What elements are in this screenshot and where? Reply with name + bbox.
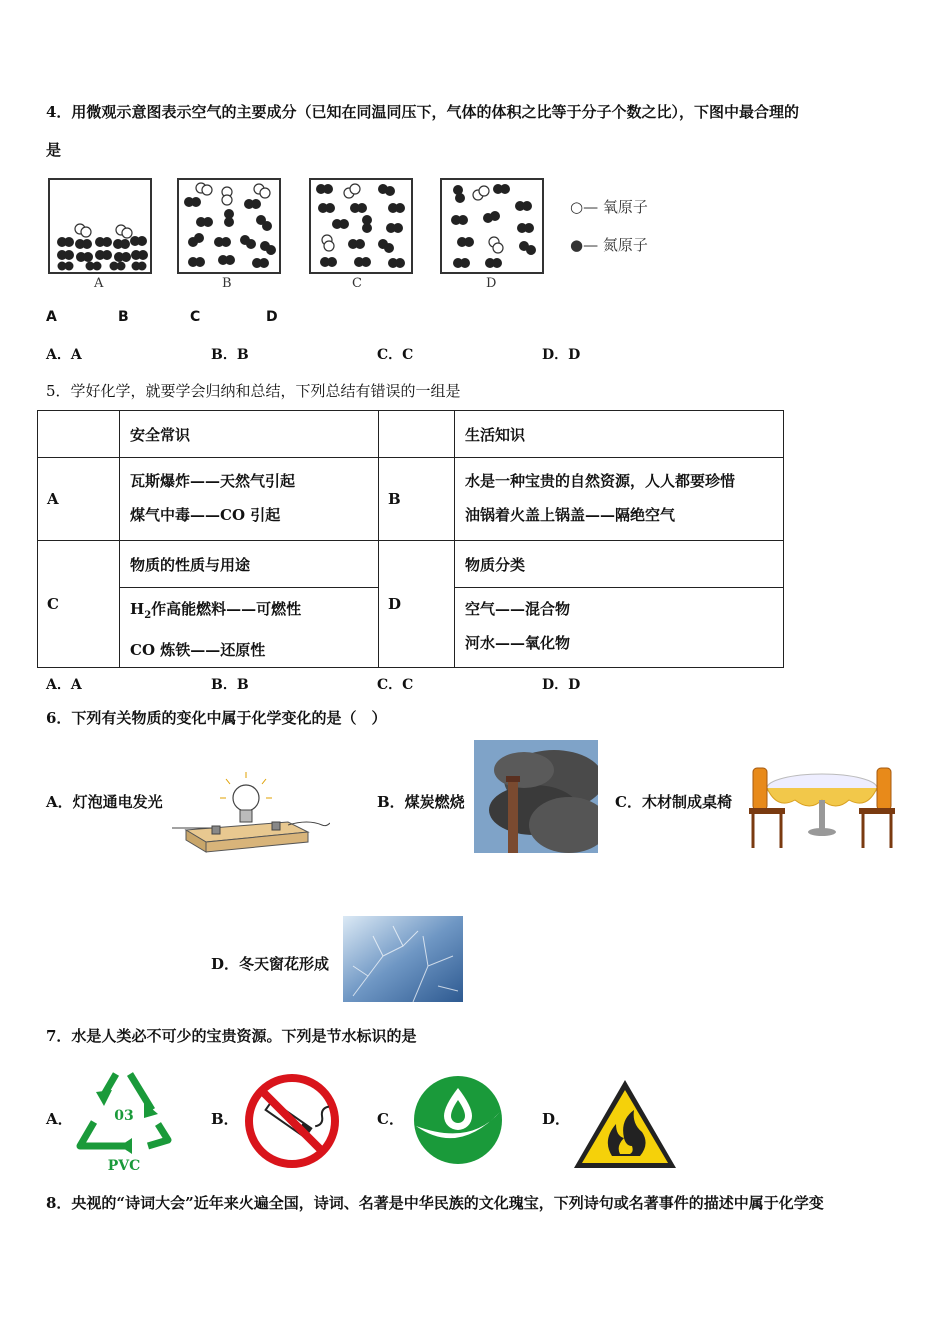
molecule-box-b — [177, 178, 281, 274]
molecule-diagram-d — [442, 180, 542, 272]
row-a-line1: 瓦斯爆炸——天然气引起 — [130, 472, 296, 490]
q6-stem: 6．下列有关物质的变化中属于化学变化的是（ ） — [46, 709, 387, 727]
q5-choice-b[interactable]: B．B — [211, 677, 249, 693]
row-a-line2: 煤气中毒——CO 引起 — [130, 506, 281, 524]
q5-summary-table — [37, 410, 784, 668]
image-letter-c: C — [190, 309, 201, 325]
q7-choice-a[interactable]: A． — [46, 1110, 73, 1128]
table-cell-empty — [379, 411, 455, 458]
q4-choice-d[interactable]: D．D — [542, 347, 581, 363]
box-label-b: B — [222, 276, 232, 291]
recycle-code: 03 — [114, 1108, 134, 1124]
molecule-diagram-b — [179, 180, 279, 272]
frost-pattern-image — [343, 916, 463, 1002]
image-letter-d: D — [266, 309, 278, 325]
row-c-title: 物质的性质与用途 — [120, 541, 379, 588]
light-bulb-image — [172, 770, 330, 856]
q4-choice-a[interactable]: A．A — [46, 347, 82, 363]
q7-choice-c[interactable]: C． — [377, 1110, 404, 1128]
row-a-key: A — [38, 458, 120, 541]
row-d-line2: 河水——氧化物 — [465, 634, 571, 652]
row-d-key: D — [379, 541, 455, 668]
q5-choice-c[interactable]: C．C — [377, 677, 414, 693]
image-letter-b: B — [118, 309, 129, 325]
row-c-key: C — [38, 541, 120, 668]
row-d-line1: 空气——混合物 — [465, 600, 571, 618]
box-label-c: C — [352, 276, 362, 291]
molecule-diagram-c — [311, 180, 411, 272]
flammable-warning-icon — [570, 1076, 680, 1172]
coal-burning-image — [474, 740, 598, 853]
molecule-diagram-a — [50, 180, 150, 272]
q6-choice-d[interactable]: D．冬天窗花形成 — [211, 955, 330, 973]
row-b-line1: 水是一种宝贵的自然资源，人人都要珍惜 — [465, 472, 736, 490]
q5-choice-d[interactable]: D．D — [542, 677, 581, 693]
q8-stem: 8．央视的“诗词大会”近年来火遍全国，诗词、名著是中华民族的文化瑰宝，下列诗句或名著事件的描述中属于化学变 — [46, 1194, 824, 1212]
no-smoking-icon — [242, 1072, 342, 1170]
q6-choice-a[interactable]: A．灯泡通电发光 — [46, 793, 163, 811]
q5-stem: 5．学好化学，就要学会归纳和总结，下列总结有错误的一组是 — [46, 382, 461, 400]
table-cell-empty — [38, 411, 120, 458]
molecule-box-a — [48, 178, 152, 274]
table-chairs-image — [745, 760, 899, 852]
box-label-a: A — [94, 276, 104, 291]
row-b-line2: 油锅着火盖上锅盖——隔绝空气 — [465, 506, 676, 524]
q7-stem: 7．水是人类必不可少的宝贵资源。下列是节水标识的是 — [46, 1027, 417, 1045]
recycle-label: PVC — [107, 1158, 141, 1174]
molecule-box-c — [309, 178, 413, 274]
legend-oxygen: ○— 氧原子 — [570, 198, 648, 216]
row-c-line2: CO 炼铁——还原性 — [130, 641, 266, 659]
water-saving-icon — [412, 1074, 504, 1166]
q6-choice-c[interactable]: C．木材制成桌椅 — [615, 793, 732, 811]
header-safety: 安全常识 — [120, 411, 379, 458]
row-d-title: 物质分类 — [455, 541, 784, 588]
q7-choice-d[interactable]: D． — [542, 1110, 571, 1128]
q4-choice-b[interactable]: B．B — [211, 347, 249, 363]
q4-stem-line1: 4．用微观示意图表示空气的主要成分（已知在同温同压下，气体的体积之比等于分子个数之比），下图中最合理的 — [46, 103, 799, 121]
box-label-d: D — [486, 276, 497, 291]
q5-choice-a[interactable]: A．A — [46, 677, 82, 693]
q4-stem-line2: 是 — [46, 141, 62, 159]
q7-choice-b[interactable]: B． — [211, 1110, 239, 1128]
legend-nitrogen: ●— 氮原子 — [570, 236, 648, 254]
row-b-key: B — [379, 458, 455, 541]
q6-choice-b[interactable]: B．煤炭燃烧 — [377, 793, 465, 811]
header-life: 生活知识 — [455, 411, 784, 458]
row-c-line1: $H_2$作高能燃料——可燃性 — [130, 600, 302, 621]
molecule-box-d — [440, 178, 544, 274]
recycle-icon — [72, 1062, 176, 1174]
q4-choice-c[interactable]: C．C — [377, 347, 414, 363]
image-letter-a: A — [46, 309, 57, 325]
